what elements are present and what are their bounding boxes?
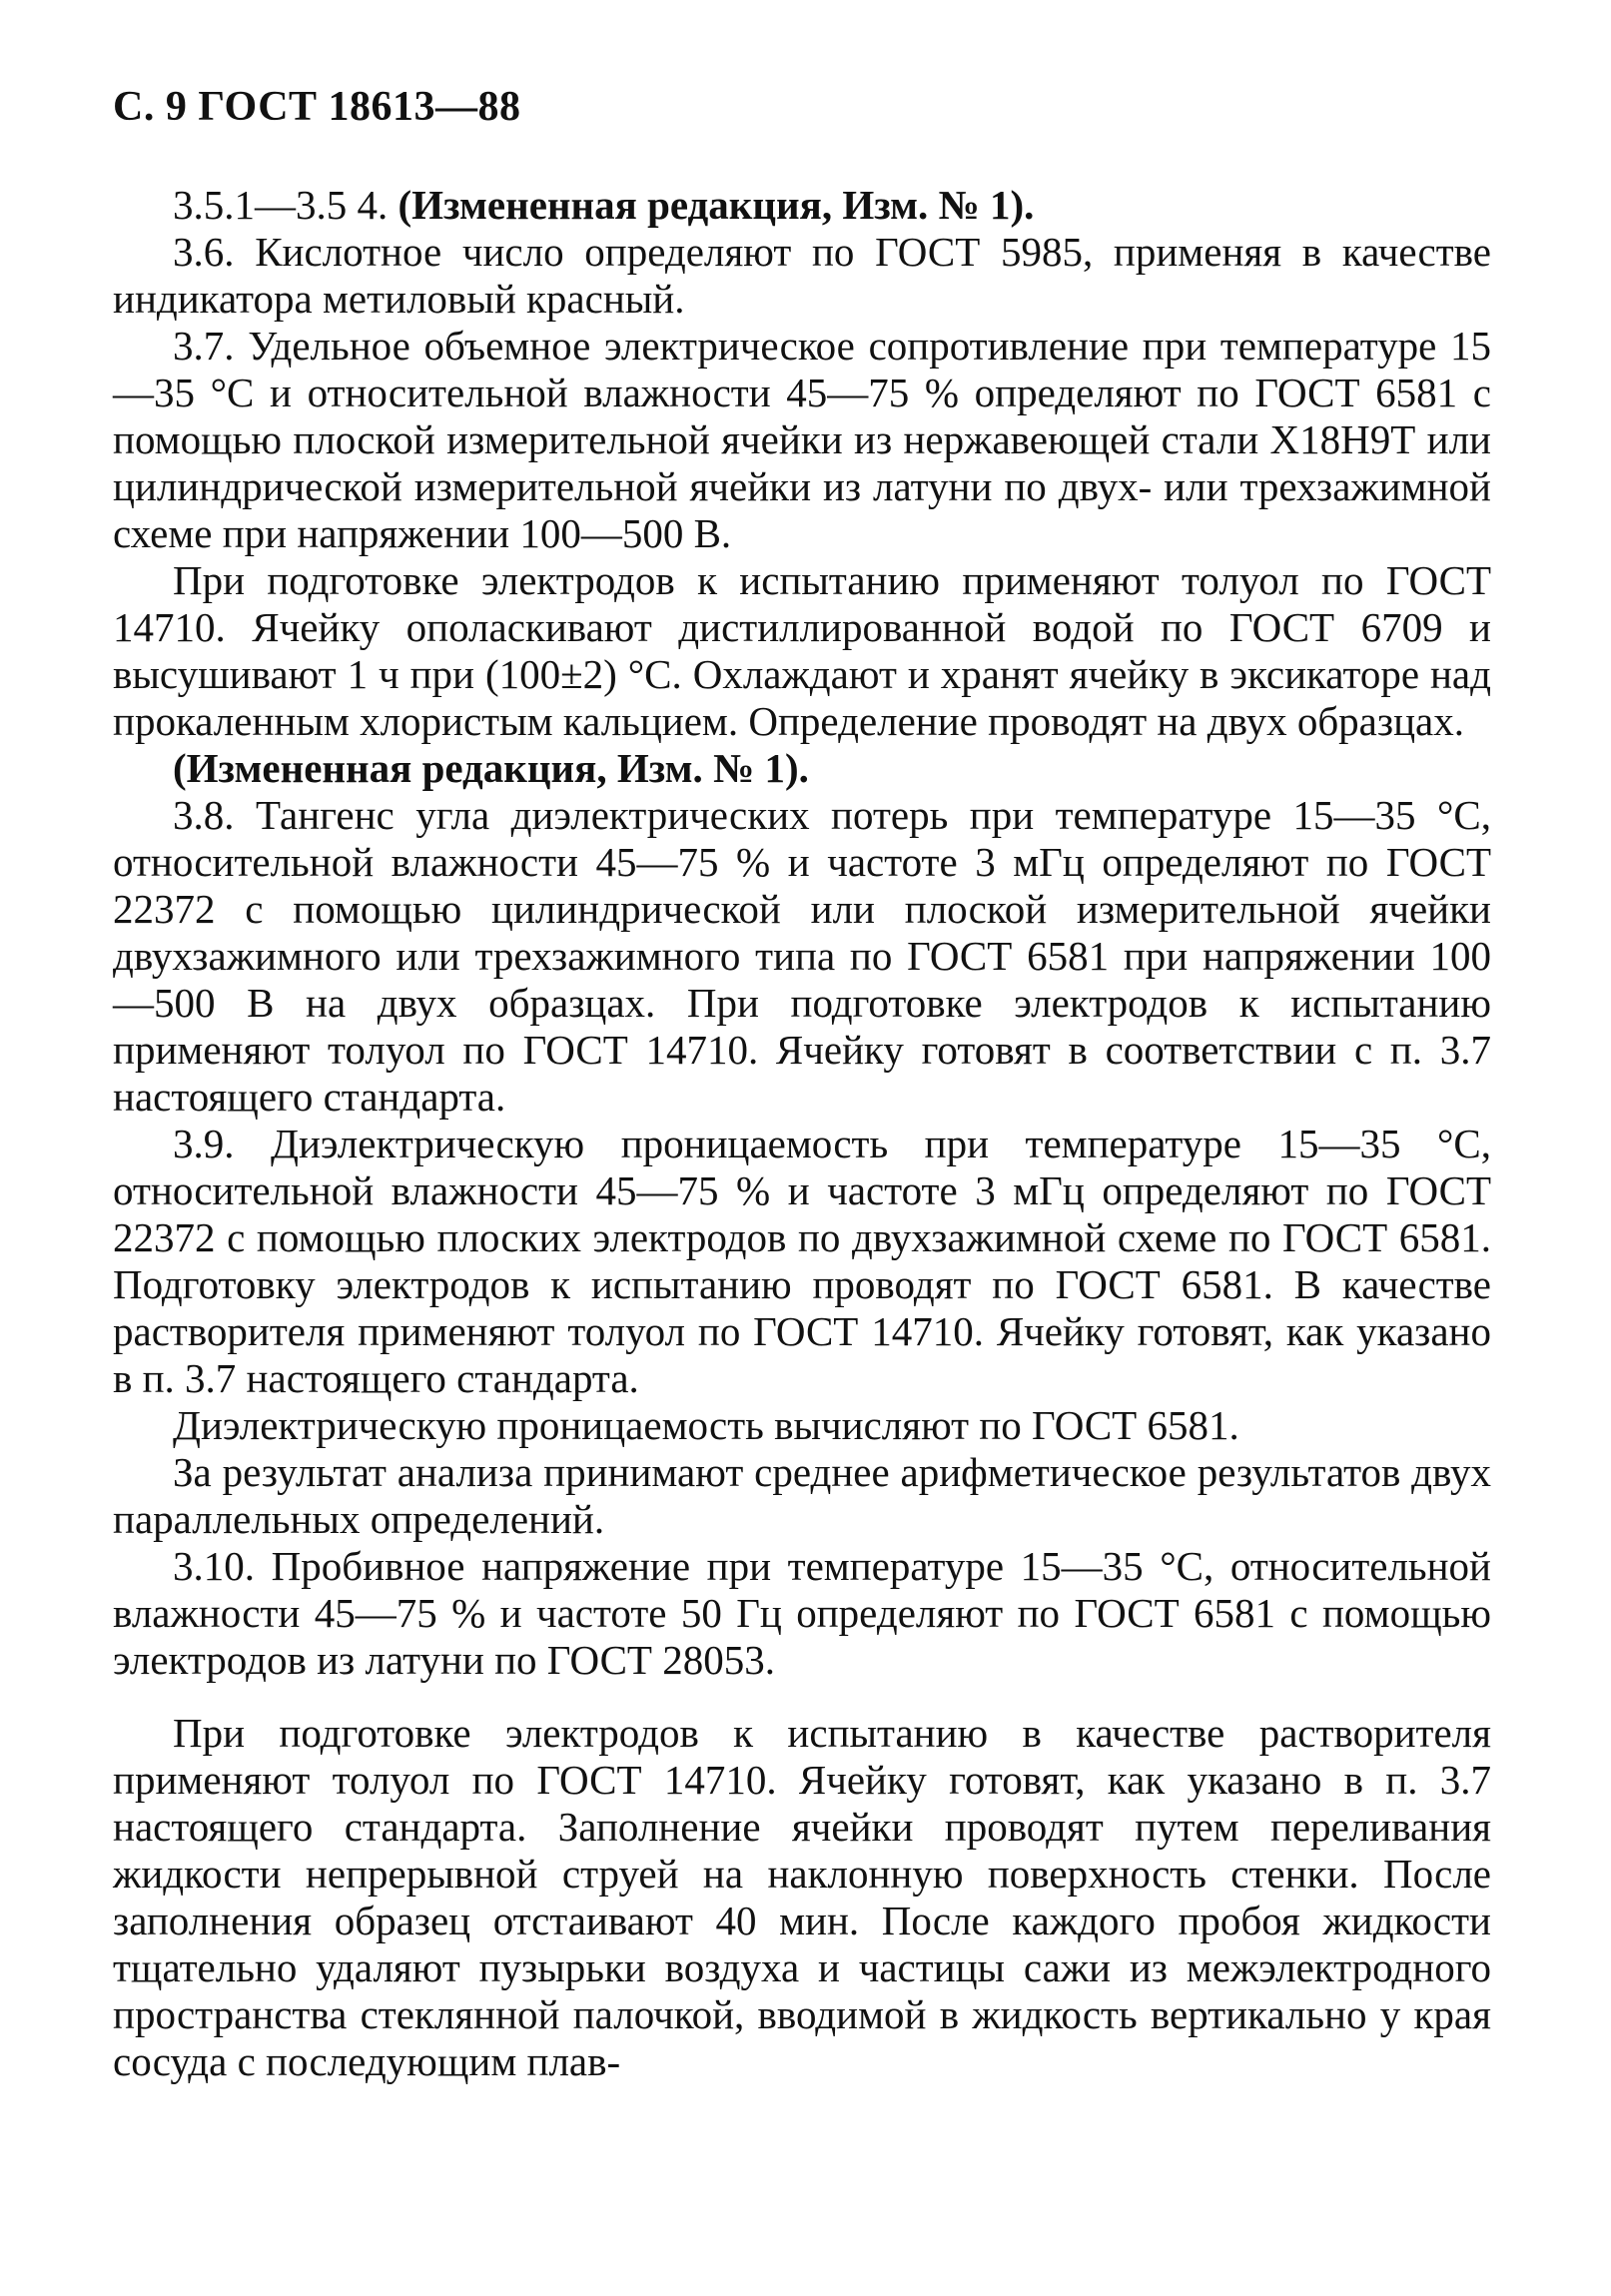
amendment-note: (Измененная редакция, Изм. № 1). xyxy=(398,182,1035,228)
paragraph-3-10-preparation: При подготовке электродов к испытанию в качестве растворителя применяют толуол по ГОСТ 14710. Ячейку готовят, как указано в п. 3.7 настоящего стандарта. Заполнение ячейки проводят путем переливания жидкости непрерывной струей на наклонную поверхность стенки. После заполнения образец отстаивают 40 мин. После каждого пробоя жидкости тщательно удаляют пузырьки воздуха и частицы сажи из межэлектродного пространства стеклянной палочкой, вводимой в жидкость вертикально у края сосуда с последующим плав- xyxy=(113,1710,1491,2084)
paragraph-3-5-1 xyxy=(113,182,1491,229)
paragraph-permittivity-calc: Диэлектрическую проницаемость вычисляют по ГОСТ 6581. xyxy=(173,1402,1239,1448)
paragraph-3-6: 3.6. Кислотное число определяют по ГОСТ 5985, применяя в качестве индикатора метиловый красный. xyxy=(113,229,1491,322)
paragraph-3-7-preparation: При подготовке электродов к испытанию применяют толуол по ГОСТ 14710. Ячейку ополаскивают дистиллированной водой по ГОСТ 6709 и высушивают 1 ч при (100±2) °C. Охлаждают и хранят ячейку в эксикаторе над прокаленным хлористым кальцием. Определение проводят на двух образцах. xyxy=(113,557,1491,744)
paragraph-result: За результат анализа принимают среднее арифметическое результатов двух параллельных определений. xyxy=(113,1449,1491,1542)
paragraph-3-9: 3.9. Диэлектрическую проницаемость при температуре 15—35 °C, относительной влажности 45—75 % и частоте 3 мГц определяют по ГОСТ 22372 с помощью плоских электродов по двухзажимной схеме по ГОСТ 6581. Подготовку электродов к испытанию проводят по ГОСТ 6581. В качестве растворителя применяют толуол по ГОСТ 14710. Ячейку готовят, как указано в п. 3.7 настоящего стандарта. xyxy=(113,1121,1491,1401)
document-body xyxy=(113,182,1491,2085)
paragraph-3-7: 3.7. Удельное объемное электрическое сопротивление при температуре 15—35 °C и относительной влажности 45—75 % определяют по ГОСТ 6581 с помощью плоской измерительной ячейки из нержавеющей стали Х18Н9Т или цилиндрической измерительной ячейки из латуни по двух- или трехзажимной схеме при напряжении 100—500 В. xyxy=(113,323,1491,556)
amendment-note: (Измененная редакция, Изм. № 1). xyxy=(173,745,809,791)
clause-number: 3.5.1—3.5 4. xyxy=(173,182,399,228)
paragraph-3-8: 3.8. Тангенс угла диэлектрических потерь при температуре 15—35 °C, относительной влажности 45—75 % и частоте 3 мГц определяют по ГОСТ 22372 с помощью цилиндрической или плоской измерительной ячейки двухзажимного или трехзажимного типа по ГОСТ 6581 при напряжении 100—500 В на двух образцах. При подготовке электродов к испытанию применяют толуол по ГОСТ 14710. Ячейку готовят в соответствии с п. 3.7 настоящего стандарта. xyxy=(113,792,1491,1120)
paragraph-3-10: 3.10. Пробивное напряжение при температуре 15—35 °C, относительной влажности 45—75 % и частоте 50 Гц определяют по ГОСТ 6581 с помощью электродов из латуни по ГОСТ 28053. xyxy=(113,1543,1491,1683)
page-header: С. 9 ГОСТ 18613—88 xyxy=(113,84,521,130)
